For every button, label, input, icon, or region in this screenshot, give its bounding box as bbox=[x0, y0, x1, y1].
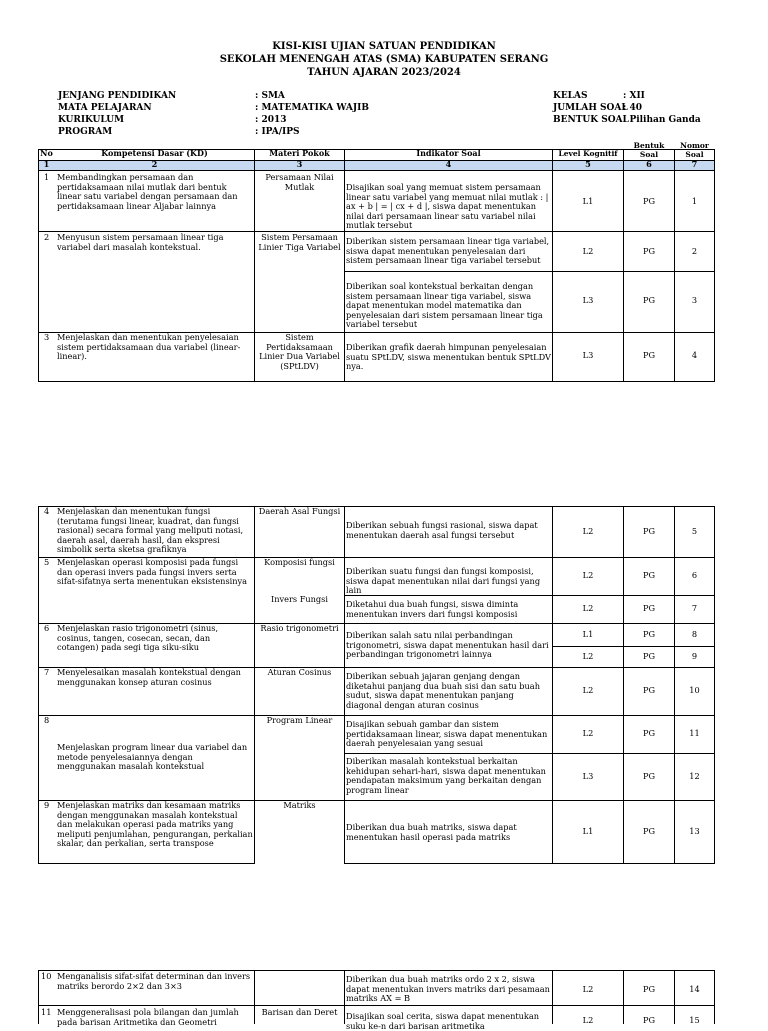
kd-text: Menjelaskan rasio trigonometri (sinus, cosinus, tangen, cosecan, secan, dan cotangen) pada segi tiga siku-siku bbox=[57, 623, 219, 653]
materi-text: Rasio trigonometri bbox=[260, 623, 339, 633]
materi-text: Barisan dan Deret bbox=[261, 1007, 338, 1017]
bentuk-text: PG bbox=[642, 685, 656, 695]
level-text: L1 bbox=[582, 826, 594, 836]
level-text: L1 bbox=[582, 629, 594, 639]
indikator-text: Diketahui dua buah fungsi, siswa diminta menentukan invers dari fungsi komposisi bbox=[346, 599, 519, 619]
indikator-text: Diberikan masalah kontekstual berkaitan kehidupan sehari-hari, siswa dapat menentukan pendapatan maksimum yang berkaitan dengan program linear bbox=[346, 756, 546, 795]
bentuk-text: PG bbox=[642, 728, 656, 738]
indikator-text: Disajikan sebuah gambar dan sistem pertidaksamaan linear, siswa dapat menentukan daerah penyelesaian yang sesuai bbox=[346, 719, 548, 749]
bentuk-text: PG bbox=[642, 629, 656, 639]
materi-text: Sistem Persamaan Linier Tiga Variabel bbox=[258, 232, 341, 252]
bentuk-text: PG bbox=[642, 771, 656, 781]
meta-value-kelas: : XII bbox=[623, 91, 645, 101]
bentuk-text: PG bbox=[642, 826, 656, 836]
level-text: L1 bbox=[582, 196, 594, 206]
materi-text: Persamaan Nilai Mutlak bbox=[265, 172, 334, 192]
nomor-text: 15 bbox=[689, 1015, 700, 1025]
col-title-level: Level Kognitif bbox=[558, 149, 618, 158]
bentuk-text: PG bbox=[642, 651, 656, 661]
bentuk-text: PG bbox=[642, 984, 656, 994]
col-title-nomor: Nomor Soal bbox=[680, 141, 709, 159]
nomor-text: 10 bbox=[689, 685, 700, 695]
indikator-text: Diberikan dua buah matriks ordo 2 x 2, siswa dapat menentukan invers matriks dari pesamaan matriks AX = B bbox=[346, 974, 550, 1004]
row-no: 2 bbox=[44, 232, 50, 242]
col-title-bentuk: Bentuk Soal bbox=[633, 141, 665, 159]
col-num-4: 4 bbox=[445, 159, 452, 169]
nomor-text: 11 bbox=[689, 728, 700, 738]
meta-value-jumlah: : 40 bbox=[623, 103, 642, 113]
nomor-text: 6 bbox=[691, 570, 698, 580]
indikator-text: Diberikan sebuah jajaran genjang dengan diketahui panjang dua buah sisi dan satu buah sudut, siswa dapat menentukan panjang diagonal dengan aturan cosinus bbox=[346, 671, 540, 710]
col-title-indikator: Indikator Soal bbox=[416, 148, 481, 158]
level-text: L2 bbox=[582, 570, 594, 580]
doc-title: KISI-KISI UJIAN SATUAN PENDIDIKAN bbox=[272, 41, 496, 52]
nomor-text: 12 bbox=[689, 771, 700, 781]
level-text: L2 bbox=[582, 1015, 594, 1025]
indikator-text: Disajikan soal yang memuat sistem persamaan linear satu variabel yang memuat nilai mutlak : | ax + b | = | cx + d |, siswa dapat menentukan nilai dari persamaan linear satu variabel nilai mutlak tersebut bbox=[346, 182, 549, 231]
level-text: L2 bbox=[582, 651, 594, 661]
kd-text: Membandingkan persamaan dan pertidaksamaan nilai mutlak dari bentuk linear satu variabel dengan persamaan dan pertidaksamaan linear Aljabar lainnya bbox=[57, 172, 238, 211]
materi-text: Program Linear bbox=[266, 715, 333, 725]
nomor-text: 13 bbox=[689, 826, 700, 836]
col-num-2: 2 bbox=[151, 159, 158, 169]
meta-label-program: PROGRAM bbox=[58, 127, 113, 137]
bentuk-text: PG bbox=[642, 295, 656, 305]
col-num-5: 5 bbox=[585, 159, 591, 169]
indikator-text: Diberikan dua buah matriks, siswa dapat menentukan hasil operasi pada matriks bbox=[346, 822, 517, 842]
bentuk-text: PG bbox=[642, 246, 656, 256]
kd-text: Menganalisis sifat-sifat determinan dan invers matriks berordo 2×2 dan 3×3 bbox=[57, 971, 251, 991]
kd-text: Menjelaskan dan menentukan fungsi (terutama fungsi linear, kuadrat, dan fungsi rasional) secara formal yang meliputi notasi, daerah asal, daerah hasil, dan ekspresi simbolik serta sketsa grafiknya bbox=[57, 506, 244, 555]
bentuk-text: PG bbox=[642, 1015, 656, 1025]
nomor-text: 9 bbox=[691, 651, 698, 661]
bentuk-text: PG bbox=[642, 350, 656, 360]
kd-text: Menjelaskan dan menentukan penyelesaian sistem pertidaksamaan dua variabel (linear-linear). bbox=[57, 332, 241, 362]
indikator-text: Diberikan sebuah fungsi rasional, siswa dapat menentukan daerah asal fungsi tersebut bbox=[346, 520, 538, 540]
indikator-text: Disajikan soal cerita, siswa dapat menentukan suku ke-n dari barisan aritmetika bbox=[346, 1011, 540, 1031]
row-no: 8 bbox=[44, 715, 50, 725]
nomor-text: 2 bbox=[691, 246, 698, 256]
row-no: 10 bbox=[41, 971, 52, 981]
meta-label-bentuk: BENTUK SOAL bbox=[553, 115, 629, 125]
kd-text: Menjelaskan operasi komposisi pada fungsi dan operasi invers pada fungsi invers serta sifat-sifatnya serta menentukan eksistensinya bbox=[57, 557, 248, 587]
meta-value-mapel: : MATEMATIKA WAJIB bbox=[255, 103, 369, 113]
level-text: L2 bbox=[582, 526, 594, 536]
col-num-1: 1 bbox=[43, 159, 50, 169]
row-no: 7 bbox=[44, 667, 50, 677]
meta-value-bentuk: : Pilihan Ganda bbox=[623, 115, 701, 125]
meta-label-jumlah: JUMLAH SOAL bbox=[553, 103, 628, 113]
row-no: 5 bbox=[44, 557, 50, 567]
kd-text: Menjelaskan program linear dua variabel dan metode penyelesaiannya dengan menggunakan masalah kontekstual bbox=[57, 742, 248, 772]
kd-text: Menggeneralisasi pola bilangan dan jumlah pada barisan Aritmetika dan Geometri bbox=[57, 1007, 239, 1027]
meta-label-jenjang: JENJANG PENDIDIKAN bbox=[58, 91, 177, 101]
col-title-materi: Materi Pokok bbox=[269, 148, 330, 158]
col-title-kd: Kompetensi Dasar (KD) bbox=[101, 148, 208, 158]
level-text: L2 bbox=[582, 603, 594, 613]
indikator-text: Diberikan salah satu nilai perbandingan trigonometri, siswa dapat menentukan hasil dari perbandingan trigonometri lainnya bbox=[346, 630, 549, 660]
bentuk-text: PG bbox=[642, 196, 656, 206]
kd-text: Menyusun sistem persamaan linear tiga variabel dari masalah kontekstual. bbox=[57, 232, 224, 252]
level-text: L3 bbox=[582, 350, 594, 360]
nomor-text: 3 bbox=[691, 295, 698, 305]
materi-text: Aturan Cosinus bbox=[267, 667, 332, 677]
level-text: L2 bbox=[582, 685, 594, 695]
bentuk-text: PG bbox=[642, 603, 656, 613]
row-no: 11 bbox=[41, 1007, 52, 1017]
level-text: L2 bbox=[582, 246, 594, 256]
nomor-text: 8 bbox=[691, 629, 698, 639]
meta-label-mapel: MATA PELAJARAN bbox=[58, 103, 152, 113]
indikator-text: Diberikan grafik daerah himpunan penyelesaian suatu SPtLDV, siswa menentukan bentuk SPtLDV nya. bbox=[346, 342, 551, 372]
nomor-text: 4 bbox=[691, 350, 698, 360]
bentuk-text: PG bbox=[642, 570, 656, 580]
row-no: 4 bbox=[44, 506, 50, 516]
level-text: L3 bbox=[582, 771, 594, 781]
meta-value-program: : IPA/IPS bbox=[255, 127, 300, 137]
col-num-3: 3 bbox=[296, 159, 303, 169]
nomor-text: 5 bbox=[691, 526, 698, 536]
materi-text: Sistem Pertidaksamaan Linier Dua Variabel (SPtLDV) bbox=[259, 332, 340, 371]
nomor-text: 7 bbox=[691, 603, 698, 613]
materi-text: Matriks bbox=[283, 800, 316, 810]
row-no: 6 bbox=[44, 623, 50, 633]
kd-text: Menjelaskan matriks dan kesamaan matriks dengan menggunakan masalah kontekstual dan melakukan operasi pada matriks yang meliputi penjumlahan, pengurangan, perkalian skalar, dan perkalian, serta transpose bbox=[57, 800, 253, 849]
academic-year: TAHUN AJARAN 2023/2024 bbox=[307, 67, 461, 78]
row-no: 3 bbox=[44, 332, 50, 342]
meta-label-kelas: KELAS bbox=[553, 91, 588, 101]
meta-value-kurikulum: : 2013 bbox=[255, 115, 287, 125]
indikator-text: Diberikan suatu fungsi dan fungsi komposisi, siswa dapat menentukan nilai dari fungsi yang lain bbox=[346, 566, 541, 596]
level-text: L2 bbox=[582, 728, 594, 738]
col-num-6: 6 bbox=[646, 159, 652, 169]
level-text: L2 bbox=[582, 984, 594, 994]
materi-text: Komposisi fungsi bbox=[264, 557, 335, 567]
meta-label-kurikulum: KURIKULUM bbox=[58, 115, 125, 125]
row-no: 9 bbox=[44, 800, 50, 810]
bentuk-text: PG bbox=[642, 526, 656, 536]
indikator-text: Diberikan soal kontekstual berkaitan dengan sistem persamaan linear tiga variabel, siswa dapat menentukan model matematika dan penyelesaian dari sistem persamaan linear tiga variabel tersebut bbox=[346, 281, 543, 330]
nomor-text: 14 bbox=[689, 984, 700, 994]
nomor-text: 1 bbox=[691, 196, 698, 206]
materi-text: Daerah Asal Fungsi bbox=[258, 506, 341, 516]
indikator-text: Diberikan sistem persamaan linear tiga variabel, siswa dapat menentukan penyelesaian dari sistem persamaan linear tiga variabel tersebut bbox=[346, 236, 550, 266]
row-no: 1 bbox=[44, 172, 50, 182]
col-title-no: No bbox=[40, 148, 53, 158]
col-num-7: 7 bbox=[691, 159, 698, 169]
meta-value-jenjang: : SMA bbox=[255, 91, 285, 101]
level-text: L3 bbox=[582, 295, 594, 305]
school-name: SEKOLAH MENENGAH ATAS (SMA) KABUPATEN SERANG bbox=[219, 54, 549, 65]
kd-text: Menyelesaikan masalah kontekstual dengan menggunakan konsep aturan cosinus bbox=[57, 667, 241, 687]
materi-text: Invers Fungsi bbox=[271, 594, 328, 604]
